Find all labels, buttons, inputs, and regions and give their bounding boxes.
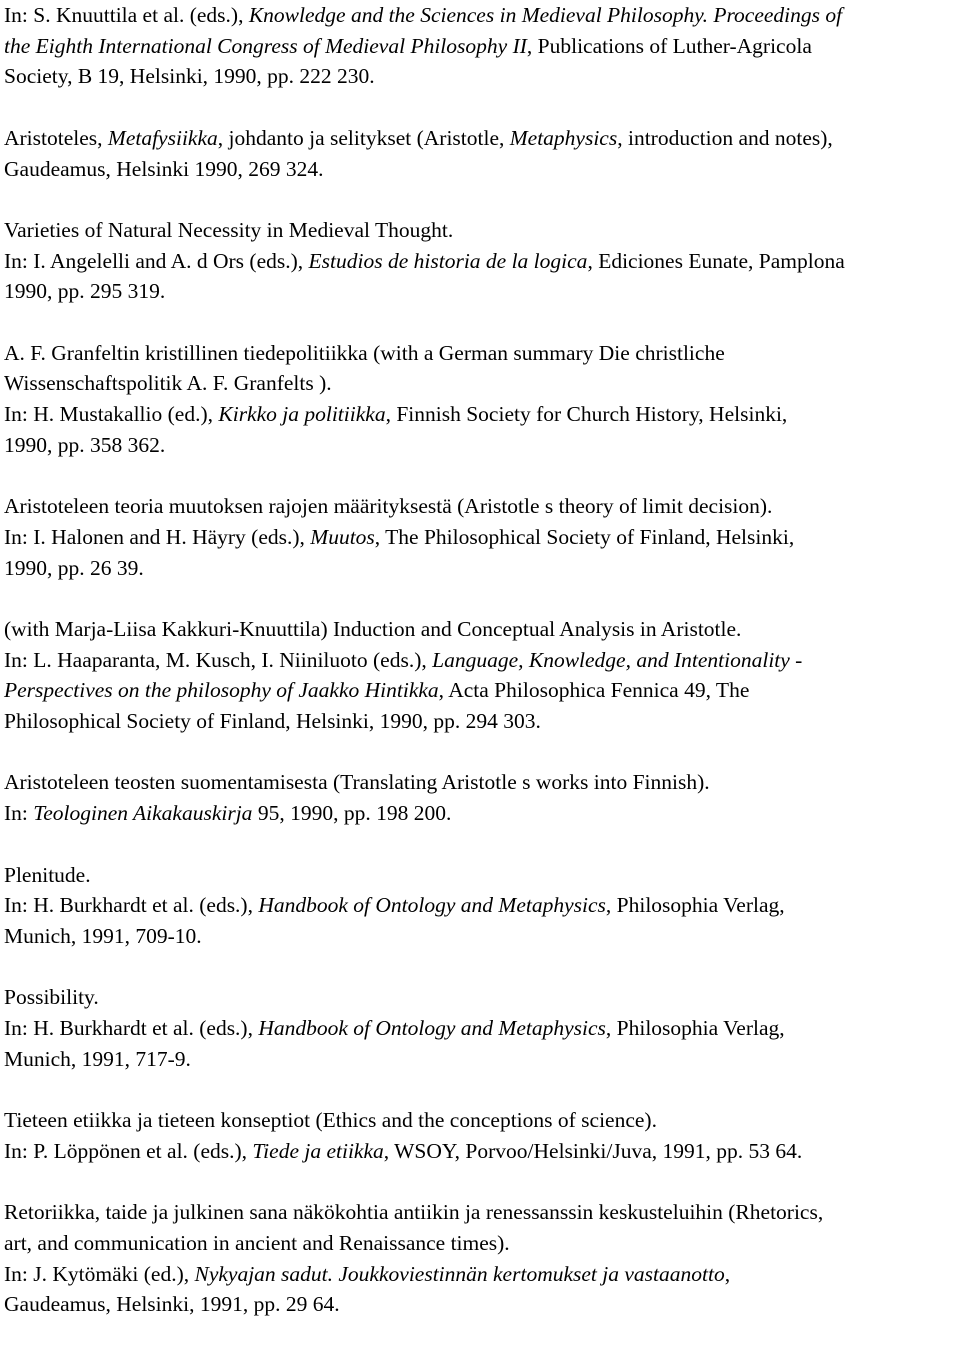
bibliography-entry <box>4 338 956 461</box>
citation-text: Gaudeamus, Helsinki, 1991, pp. 29 64. <box>4 1292 340 1317</box>
citation-text: art, and communication in ancient and Renaissance times). <box>4 1230 510 1255</box>
citation-text: Retoriikka, taide ja julkinen sana näkökohtia antiikin ja renessanssin keskusteluihin (Rhetorics, <box>4 1200 824 1225</box>
bibliography-entry <box>4 860 956 952</box>
italic-title-text: Language, Knowledge, and Intentionality - <box>432 647 803 672</box>
citation-text: 1990, pp. 358 362. <box>4 432 166 457</box>
citation-text: 1990, pp. 295 319. <box>4 279 166 304</box>
citation-text: In: H. Mustakallio (ed.), <box>4 402 219 427</box>
entry-line <box>4 399 956 430</box>
bibliography-page <box>4 0 956 1351</box>
entry-line <box>4 276 956 307</box>
citation-text: In: <box>4 801 34 826</box>
bibliography-entry <box>4 123 956 184</box>
entry-line <box>4 522 956 553</box>
citation-text: , <box>724 1261 731 1286</box>
bibliography-entry <box>4 1197 956 1320</box>
citation-text: Aristoteleen teosten suomentamisesta (Translating Aristotle s works into Finnish). <box>4 770 710 795</box>
italic-title-text: Tiede ja etiikka <box>252 1138 384 1163</box>
citation-text: Philosophical Society of Finland, Helsinki, 1990, pp. 294 303. <box>4 709 541 734</box>
entry-line <box>4 982 956 1013</box>
entry-line <box>4 61 956 92</box>
citation-text: In: P. Löppönen et al. (eds.), <box>4 1138 253 1163</box>
citation-text: In: S. Knuuttila et al. (eds.), <box>4 3 249 27</box>
entry-line <box>4 860 956 891</box>
entry-line <box>4 614 956 645</box>
citation-text: , johdanto ja selitykset (Aristotle, <box>217 125 510 150</box>
citation-text: A. F. Granfeltin kristillinen tiedepolitiikka (with a German summary Die christliche <box>4 340 725 365</box>
citation-text: Society, B 19, Helsinki, 1990, pp. 222 230. <box>4 64 375 89</box>
citation-text: , Finnish Society for Church History, Helsinki, <box>385 402 788 427</box>
entry-line <box>4 890 956 921</box>
citation-text: , Publications of Luther-Agricola <box>526 33 812 58</box>
citation-text: In: J. Kytömäki (ed.), <box>4 1261 195 1286</box>
citation-text: , The Philosophical Society of Finland, Helsinki, <box>374 524 795 549</box>
italic-title-text: Teologinen Aikakauskirja <box>33 801 253 826</box>
bibliography-entry <box>4 614 956 737</box>
citation-text: , introduction and notes), <box>617 125 833 150</box>
citation-text: Tieteen etiikka ja tieteen konseptiot (Ethics and the conceptions of science). <box>4 1108 657 1133</box>
italic-title-text: Handbook of Ontology and Metaphysics <box>258 1016 606 1041</box>
citation-text: Gaudeamus, Helsinki 1990, 269 324. <box>4 156 324 181</box>
entry-line <box>4 1228 956 1259</box>
citation-text: In: H. Burkhardt et al. (eds.), <box>4 893 259 918</box>
citation-text: In: I. Angelelli and A. d Ors (eds.), <box>4 248 309 273</box>
citation-text: , Acta Philosophica Fennica 49, The <box>438 678 750 703</box>
italic-title-text: Handbook of Ontology and Metaphysics <box>258 893 606 918</box>
citation-text: (with Marja-Liisa Kakkuri-Knuuttila) Induction and Conceptual Analysis in Aristotle. <box>4 616 742 641</box>
citation-text: Plenitude. <box>4 862 91 887</box>
citation-text: 95, 1990, pp. 198 200. <box>252 801 452 826</box>
citation-text: In: H. Burkhardt et al. (eds.), <box>4 1016 259 1041</box>
entry-line <box>4 798 956 829</box>
italic-title-text: Nykyajan sadut. Joukkoviestinnän kertomukset ja vastaanotto <box>194 1261 725 1286</box>
citation-text: , Ediciones Eunate, Pamplona <box>587 248 845 273</box>
entry-line <box>4 1197 956 1228</box>
entry-line <box>4 1136 956 1167</box>
entry-line <box>4 246 956 277</box>
entry-line <box>4 123 956 154</box>
entry-line <box>4 338 956 369</box>
entry-line <box>4 1044 956 1075</box>
entry-line <box>4 0 956 31</box>
entry-line <box>4 553 956 584</box>
italic-title-text: the Eighth International Congress of Medieval Philosophy II <box>4 33 527 58</box>
entry-line <box>4 1105 956 1136</box>
bibliography-entry <box>4 767 956 828</box>
entry-line <box>4 154 956 185</box>
entry-line <box>4 215 956 246</box>
citation-text: Possibility. <box>4 985 99 1010</box>
bibliography-entry <box>4 491 956 583</box>
entry-line <box>4 1259 956 1290</box>
citation-text: Aristoteleen teoria muutoksen rajojen määrityksestä (Aristotle s theory of limit decision). <box>4 494 773 519</box>
entry-line <box>4 430 956 461</box>
citation-text: , Philosophia Verlag, <box>605 1016 785 1041</box>
citation-text: Aristoteles, <box>4 125 108 150</box>
entry-line <box>4 491 956 522</box>
citation-text: In: L. Haaparanta, M. Kusch, I. Niiniluoto (eds.), <box>4 647 433 672</box>
italic-title-text: Muutos <box>310 524 375 549</box>
entry-line <box>4 1289 956 1320</box>
italic-title-text: Metafysiikka <box>107 125 218 150</box>
entry-line <box>4 31 956 62</box>
entry-line <box>4 1013 956 1044</box>
citation-text: Munich, 1991, 709-10. <box>4 923 202 948</box>
citation-text: Varieties of Natural Necessity in Medieval Thought. <box>4 217 454 242</box>
bibliography-entry <box>4 982 956 1074</box>
italic-title-text: Perspectives on the philosophy of Jaakko Hintikka <box>4 678 439 703</box>
entry-line <box>4 675 956 706</box>
italic-title-text: Knowledge and the Sciences in Medieval Philosophy. Proceedings of <box>248 3 843 27</box>
citation-text: In: I. Halonen and H. Häyry (eds.), <box>4 524 311 549</box>
citation-text: 1990, pp. 26 39. <box>4 555 144 580</box>
entry-line <box>4 921 956 952</box>
citation-text: Munich, 1991, 717-9. <box>4 1046 191 1071</box>
entry-line <box>4 368 956 399</box>
citation-text: , WSOY, Porvoo/Helsinki/Juva, 1991, pp. 53 64. <box>383 1138 803 1163</box>
bibliography-entry <box>4 0 956 92</box>
bibliography-entry <box>4 215 956 307</box>
citation-text: , Philosophia Verlag, <box>605 893 785 918</box>
entry-line <box>4 767 956 798</box>
bibliography-entry <box>4 1105 956 1166</box>
italic-title-text: Estudios de historia de la logica <box>308 248 588 273</box>
entry-line <box>4 645 956 676</box>
italic-title-text: Metaphysics <box>509 125 618 150</box>
italic-title-text: Kirkko ja politiikka <box>218 402 386 427</box>
citation-text: Wissenschaftspolitik A. F. Granfelts ). <box>4 371 332 396</box>
entry-line <box>4 706 956 737</box>
